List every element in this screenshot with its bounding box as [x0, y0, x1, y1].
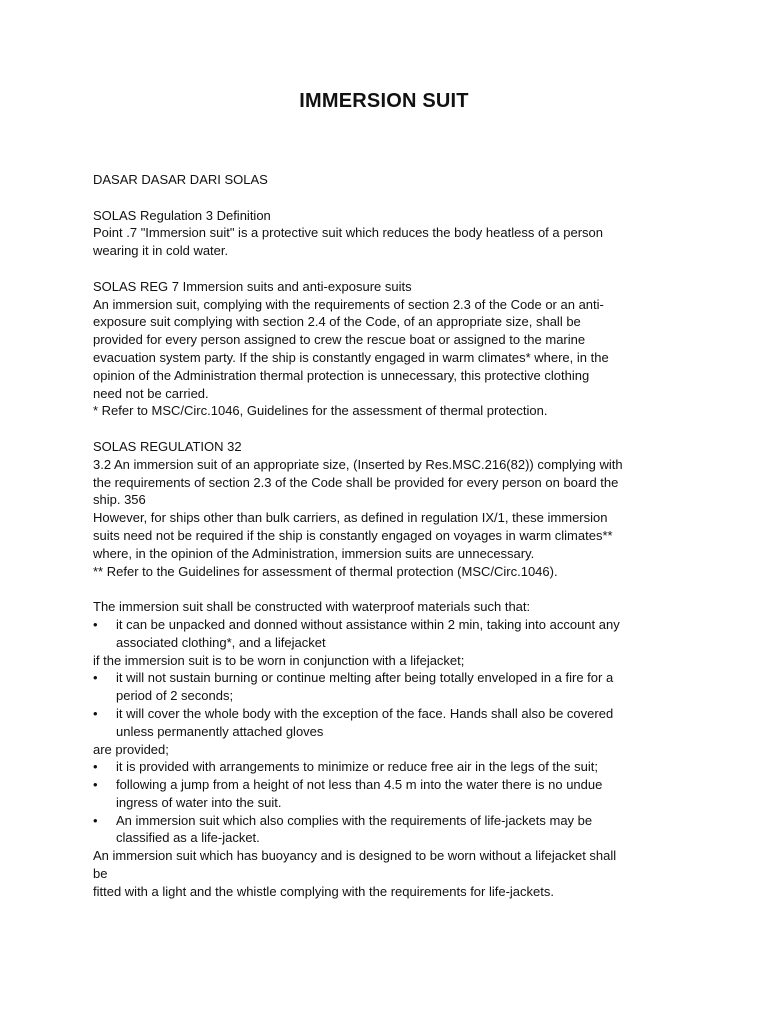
reg32-line: However, for ships other than bulk carriers, as defined in regulation IX/1, these immersion: [93, 510, 608, 526]
reg3-line: wearing it in cold water.: [93, 243, 229, 259]
bullet-continuation: [93, 634, 683, 652]
bullet-text: An immersion suit which also complies with the requirements of life-jackets may be: [116, 812, 593, 828]
reg7-line: An immersion suit, complying with the requirements of section 2.3 of the Code or an anti-: [93, 296, 604, 312]
reg3-line: Point .7 "Immersion suit" is a protective suit which reduces the body heatless of a person: [93, 225, 603, 241]
reg32-line: the requirements of section 2.3 of the Code shall be provided for every person on board the: [93, 474, 619, 490]
spacer: [93, 580, 683, 598]
spacer: [93, 420, 683, 438]
bullet-symbol: •: [93, 812, 98, 828]
reg7-line: provided for every person assigned to crew the rescue boat or assigned to the marine: [93, 332, 586, 348]
closing-line: be: [93, 866, 108, 882]
bullet-item: [93, 669, 683, 687]
reg32-heading: SOLAS REGULATION 32: [93, 438, 242, 454]
document-body: [93, 171, 683, 901]
reg32-line: suits need not be required if the ship is constantly engaged on voyages in warm climates**: [93, 527, 613, 543]
reg32-line: 3.2 An immersion suit of an appropriate size, (Inserted by Res.MSC.216(82)) complying with: [93, 456, 623, 472]
bullet-text: classified as a life-jacket.: [116, 830, 260, 846]
bullet-text: following a jump from a height of not less than 4.5 m into the water there is no undue: [116, 777, 603, 793]
closing-line: An immersion suit which has buoyancy and is designed to be worn without a lifejacket shall: [93, 848, 617, 864]
reg32-line: where, in the opinion of the Administration, immersion suits are unnecessary.: [93, 545, 535, 561]
bullet-text: it will not sustain burning or continue melting after being totally enveloped in a fire for a: [116, 670, 614, 686]
reg7-line: opinion of the Administration thermal protection is unnecessary, this protective clothing: [93, 367, 590, 383]
bullet-continuation: [93, 687, 683, 705]
bullet-symbol: •: [93, 616, 98, 632]
bullet-text: period of 2 seconds;: [116, 688, 234, 704]
reg7-line: evacuation system party. If the ship is constantly engaged in warm climates* where, in the: [93, 349, 609, 365]
reg32-footnote: ** Refer to the Guidelines for assessment of thermal protection (MSC/Circ.1046).: [93, 563, 558, 579]
bullet-symbol: •: [93, 705, 98, 721]
section-heading-basics: DASAR DASAR DARI SOLAS: [93, 172, 268, 187]
bullet-symbol: •: [93, 670, 98, 686]
bullet-text: it is provided with arrangements to minimize or reduce free air in the legs of the suit;: [116, 759, 598, 775]
bullet-continuation: [93, 723, 683, 741]
construction-line: if the immersion suit is to be worn in conjunction with a lifejacket;: [93, 652, 465, 668]
spacer: [93, 260, 683, 278]
reg32-line: ship. 356: [93, 492, 146, 508]
bullet-item: [93, 776, 683, 794]
reg7-heading: SOLAS REG 7 Immersion suits and anti-exposure suits: [93, 278, 412, 294]
bullet-item: [93, 812, 683, 830]
document-title: IMMERSION SUIT: [299, 90, 469, 112]
bullet-symbol: •: [93, 777, 98, 793]
reg3-heading: SOLAS Regulation 3 Definition: [93, 207, 271, 223]
bullet-item: [93, 616, 683, 634]
construction-intro: The immersion suit shall be constructed with waterproof materials such that:: [93, 599, 531, 615]
closing-line: fitted with a light and the whistle complying with the requirements for life-jackets.: [93, 883, 554, 899]
spacer: [93, 189, 683, 207]
bullet-item: [93, 705, 683, 723]
bullet-continuation: [93, 794, 683, 812]
bullet-item: [93, 758, 683, 776]
bullet-text: it can be unpacked and donned without assistance within 2 min, taking into account any: [116, 616, 620, 632]
construction-line: are provided;: [93, 741, 169, 757]
bullet-text: associated clothing*, and a lifejacket: [116, 634, 326, 650]
bullet-symbol: •: [93, 759, 98, 775]
bullet-text: unless permanently attached gloves: [116, 723, 324, 739]
reg7-line: exposure suit complying with section 2.4 of the Code, of an appropriate size, shall be: [93, 314, 581, 330]
reg7-line: need not be carried.: [93, 385, 209, 401]
bullet-text: it will cover the whole body with the exception of the face. Hands shall also be covered: [116, 705, 614, 721]
bullet-text: ingress of water into the suit.: [116, 794, 282, 810]
reg7-footnote: * Refer to MSC/Circ.1046, Guidelines for the assessment of thermal protection.: [93, 403, 548, 419]
bullet-continuation: [93, 829, 683, 847]
